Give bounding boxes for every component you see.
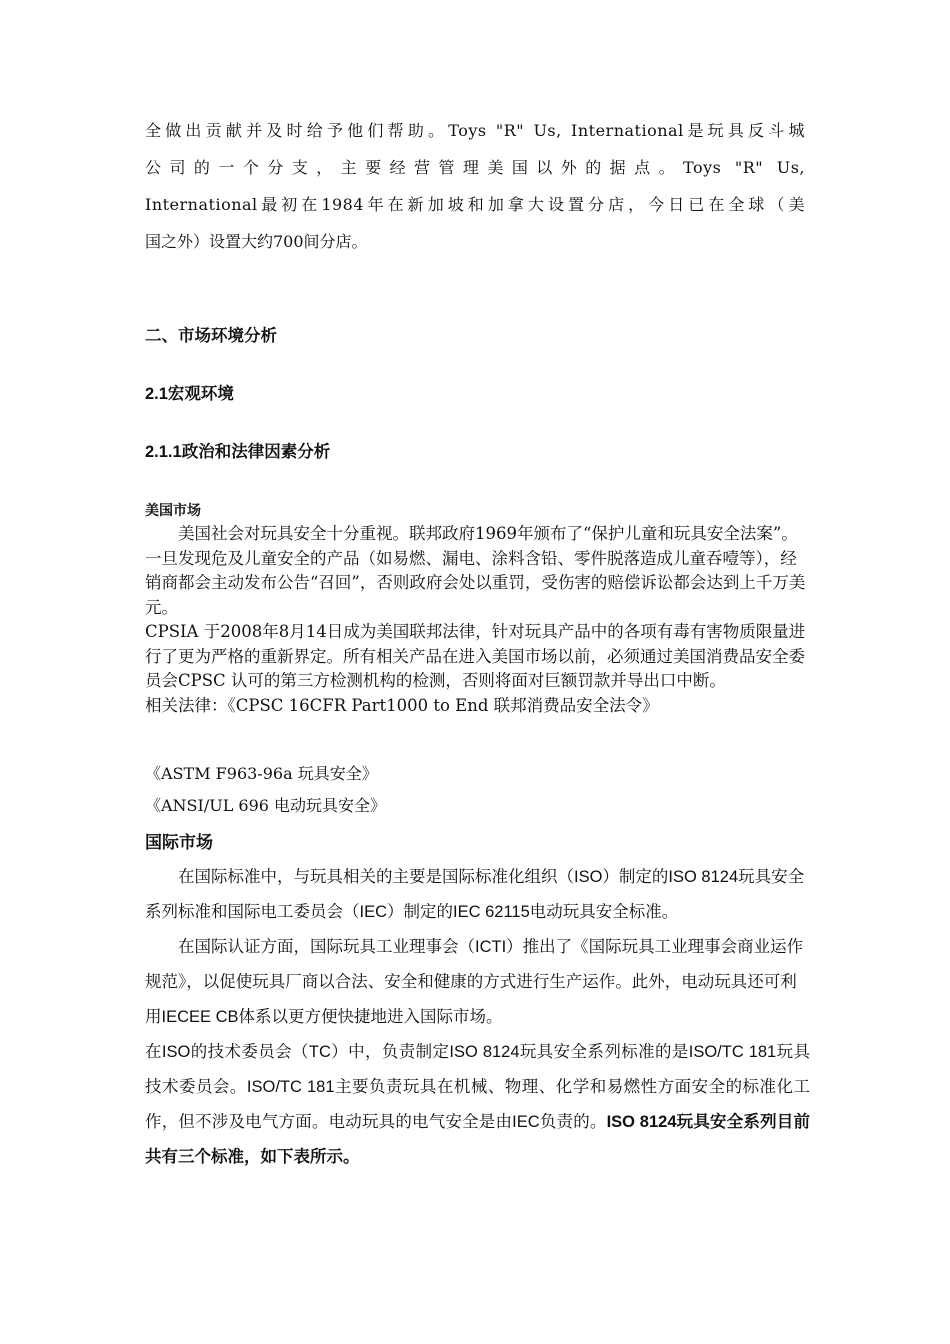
us-market-title: 美国市场: [145, 502, 201, 518]
intro-paragraph: [145, 112, 805, 260]
law-astm: 《ASTM F963-96a 玩具安全》: [145, 764, 378, 783]
intl-market-section: [145, 860, 810, 1175]
intro-line: 全做出贡献并及时给予他们帮助。Toys "R" Us, International是玩具反斗城: [145, 121, 805, 140]
iso-tc-paragraph: [145, 1035, 810, 1175]
us-market-paragraph: 美国社会对玩具安全十分重视。联邦政府1969年颁布了“保护儿童和玩具安全法案”。一旦发现危及儿童安全的产品（如易燃、漏电、涂料含铅、零件脱落造成儿童吞噎等），经销商都会主动发布公告“召回”，否则政府会处以重罚，受伤害的赔偿诉讼都会达到上千万美元。: [145, 524, 806, 617]
us-market-section: [145, 500, 810, 718]
law-ansi-ul: 《ANSI/UL 696 电动玩具安全》: [145, 796, 387, 815]
subsection-heading: 2.1宏观环境: [145, 385, 234, 403]
cpsia-paragraph: CPSIA 于2008年8月14日成为美国联邦法律，针对玩具产品中的各项有毒有害物质限量进行了更为严格的重新界定。所有相关产品在进入美国市场以前，必须通过美国消费品安全委员会CPSC 认可的第三方检测机构的检测，否则将面对巨额罚款并导出口中断。: [145, 622, 806, 690]
intro-line: International最初在1984年在新加坡和加拿大设置分店，今日已在全球（美: [145, 195, 805, 214]
intro-line: 国之外）设置大约700间分店。: [145, 232, 368, 251]
intl-standards-paragraph: 在国际标准中，与玩具相关的主要是国际标准化组织（ISO）制定的ISO 8124玩具安全系列标准和国际电工委员会（IEC）制定的IEC 62115电动玩具安全标准。: [145, 868, 805, 921]
intl-market-title: 国际市场: [145, 833, 213, 852]
intl-certification-paragraph: 在国际认证方面，国际玩具工业理事会（ICTI）推出了《国际玩具工业理事会商业运作规范》，以促使玩具厂商以合法、安全和健康的方式进行生产运作。此外，电动玩具还可利用IECEE CB体系以更方便快捷地进入国际市场。: [145, 938, 804, 1026]
related-laws-line: 相关法律：《CPSC 16CFR Part1000 to End 联邦消费品安全法令》: [145, 695, 659, 715]
intro-line: 公司的一个分支，主要经营管理美国以外的据点。Toys "R" Us,: [145, 158, 805, 177]
subsubsection-heading: 2.1.1政治和法律因素分析: [145, 443, 331, 461]
section-heading: 二、市场环境分析: [145, 327, 277, 345]
iso-tc-text: 在ISO的技术委员会（TC）中，负责制定ISO 8124玩具安全系列标准的是ISO/TC 181玩具技术委员会。ISO/TC 181主要负责玩具在机械、物理、化学和易燃性方面安全的标准化工作，但不涉及电气方面。电动玩具的电气安全是由IEC负责的。: [145, 1043, 810, 1131]
iso-8124-bold-text: ISO 8124玩具安全系列目前共有三个标准，如下表所示。: [145, 1113, 810, 1166]
